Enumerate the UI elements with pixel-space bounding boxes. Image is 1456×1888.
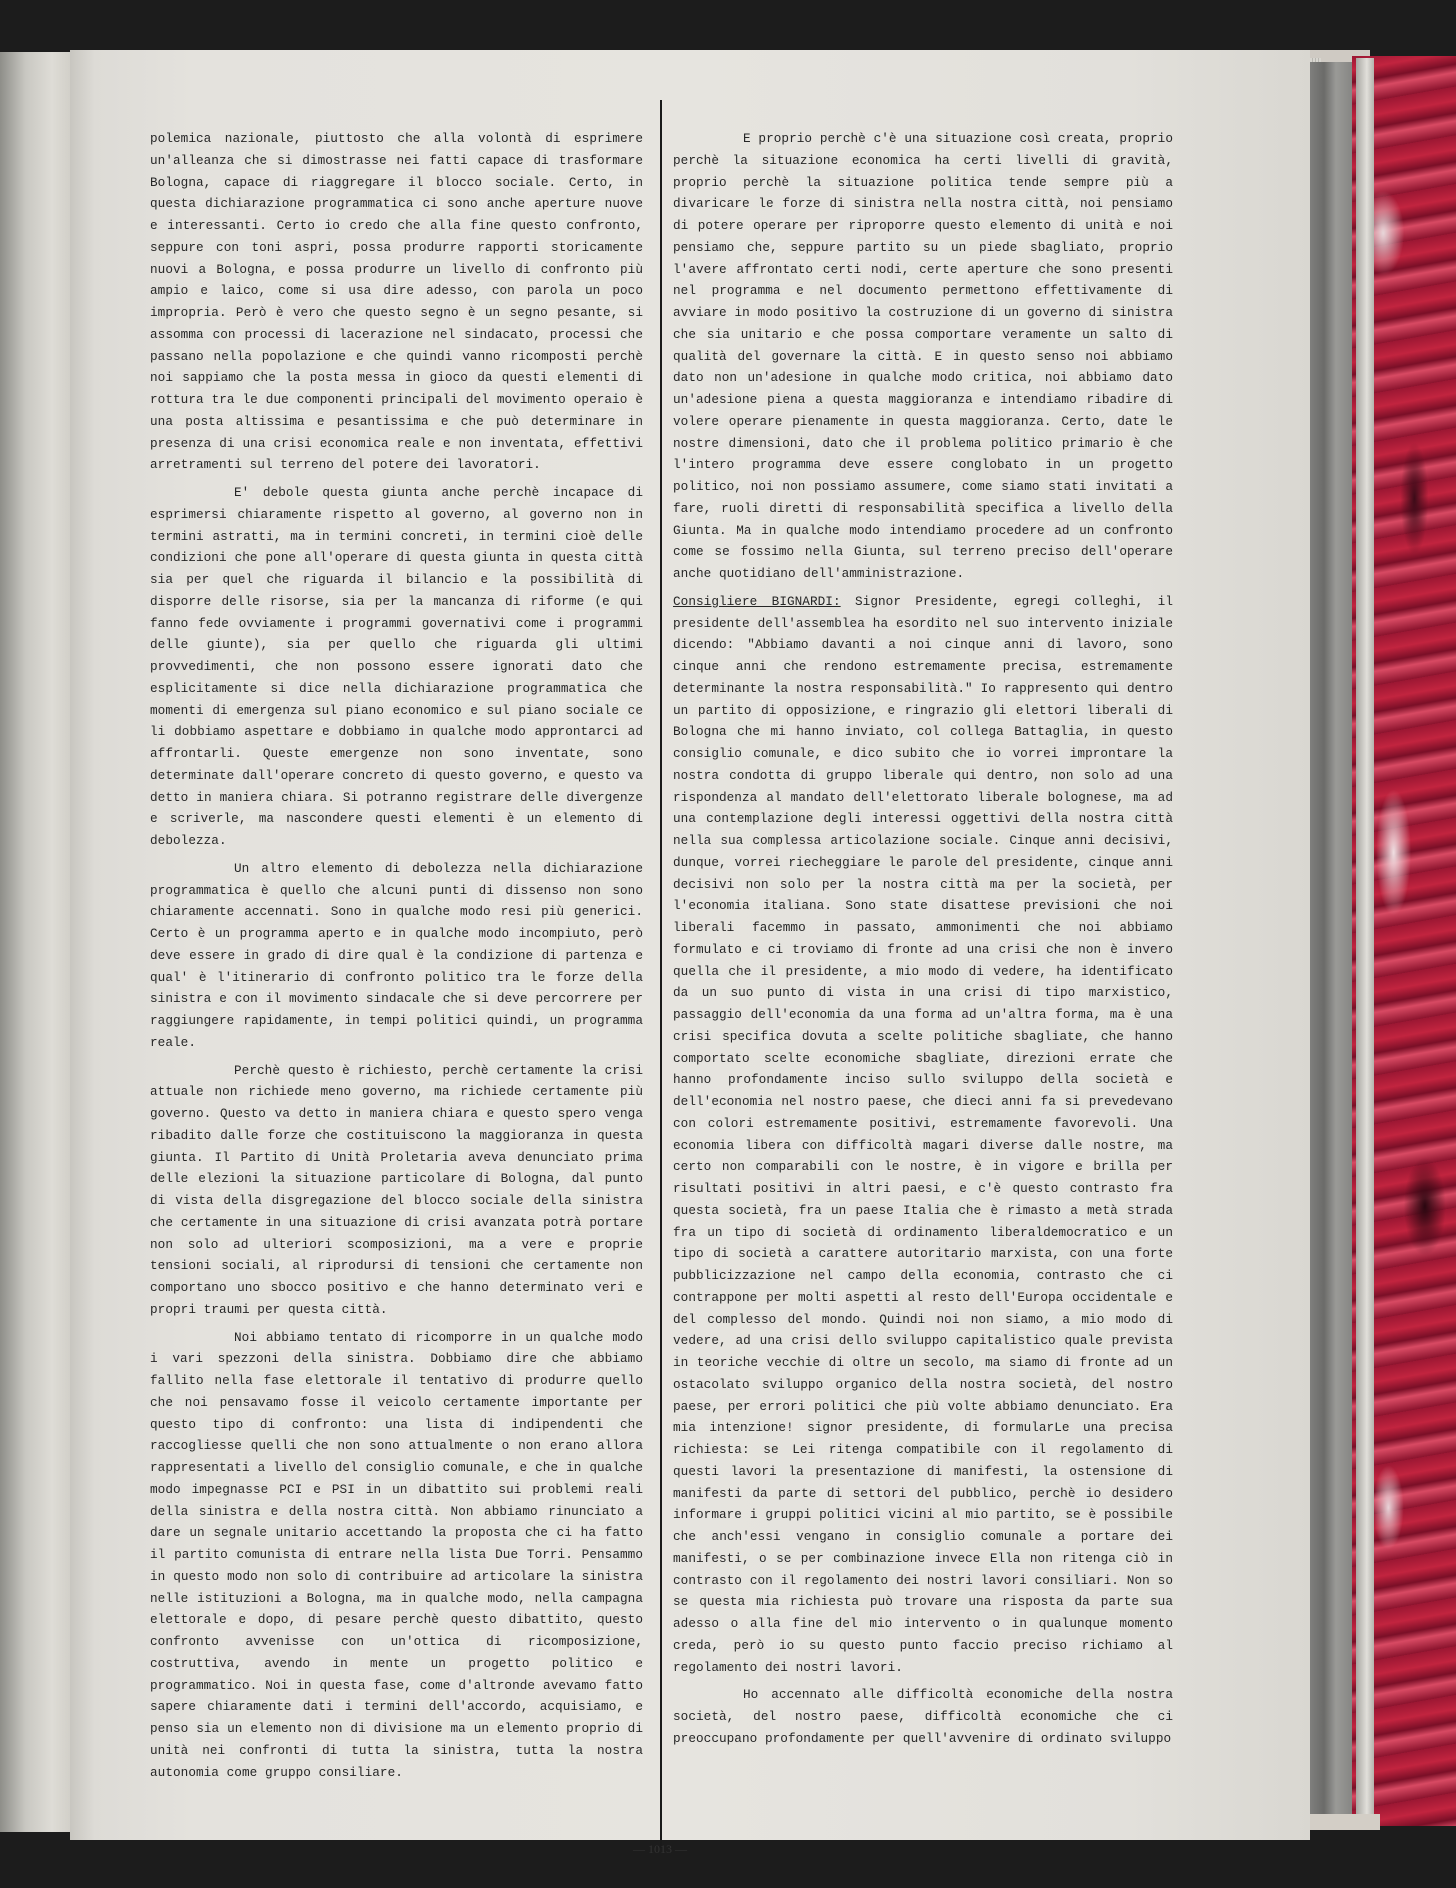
paragraph: E proprio perchè c'è una situazione così creata, proprio perchè la situazione economica ha certi livelli di gravità, proprio perchè la situazione politica tende sempre più a divaricare le forze di sinistra nella nostra città, noi pensiamo di potere operare per riproporre questo elemento di unità e noi pensiamo che, seppure partito su un piede sbagliato, proprio l'avere affrontato certi nodi, certe aperture che sono presenti nel programma e nel documento permettono effettivamente di avviare in modo positivo la costruzione di un governo di sinistra che sia unitario e che possa comportare veramente un salto di qualità del governare la città. E in questo senso noi abbiamo dato non un'adesione in qualche modo critica, noi abbiamo dato un'adesione piena a questa maggioranza e intendiamo ribadire di volere operare pienamente in questa maggioranza. Certo, date le nostre dimensioni, dato che il problema politico primario è che l'intero programma deve essere conglobato in un progetto politico, noi non possiamo assumere, come siamo stati invitati a fare, ruoli diretti di responsabilità specifica a livello della Giunta. Ma in qualche modo intendiamo procedere ad un confronto come se fossimo nella Giunta, sul terreno preciso dell'operare anche quotidiano dell'amministrazione.: [673, 131, 1173, 581]
cover-spine-strip: [1356, 58, 1374, 1826]
previous-page-edge: [0, 52, 74, 1832]
paragraph: Noi abbiamo tentato di ricomporre in un qualche modo i vari spezzoni della sinistra. Dobbiamo dire che abbiamo fallito nella fase elettorale il tentativo di produrre quello che noi pensavamo fosse il veicolo certamente importante per questo tipo di confronto: una lista di indipendenti che raccogliesse quelli che non sono attualmente o non erano allora rappresentati a livello del consiglio comunale, e che in qualche modo impegnasse PCI e PSI in un dibattito sui problemi reali della sinistra e della nostra città. Non abbiamo rinunciato a dare un segnale unitario accettando la proposta che ci ha fatto il partito comunista di entrare nella lista Due Torri. Pensammo in questo modo non solo di contribuire ad articolare la sinistra nelle istituzioni a Bologna, ma in qualche modo, nella campagna elettorale e dopo, di pesare perchè questo dibattito, questo confronto avvenisse con un'ottica di ricomposizione, costruttiva, avendo in mente un progetto politico e programmatico. Noi in questa fase, come d'altronde avevamo fatto sapere chiaramente dati i termini dell'accordo, acquisiamo, e penso sia un elemento non di divisione ma un elemento proprio di unità nei confronti di tutta la sinistra, tutta la nostra autonomia come gruppo consiliare.: [150, 1329, 643, 1780]
left-text-column: [150, 128, 643, 1789]
speaker-paragraph: [673, 591, 1173, 1679]
speaker-label: Consigliere BIGNARDI:: [673, 593, 841, 609]
right-text-column: [673, 128, 1173, 1756]
speaker-text: Signor Presidente, egregi colleghi, il presidente dell'assemblea ha esordito nel suo intervento iniziale dicendo: "Abbiamo davanti a noi cinque anni di lavoro, sono cinque anni che rendono estremamente precisa, estremamente determinante la nostra responsabilità." Io rappresento qui dentro un partito di opposizione, e ringrazio gli elettori liberali di Bologna che mi hanno inviato, col collega Battaglia, in questo consiglio comunale, e dico subito che io vorrei improntare la nostra condotta di gruppo liberale qui dentro, non solo ad una rispondenza al mandato dell'elettorato liberale bolognese, ma ad una contemplazione degli interessi oggettivi della nostra città nella sua complessa articolazione sociale. Cinque anni decisivi, dunque, vorrei riecheggiare le parole del presidente, cinque anni decisivi non solo per la nostra città ma per la società, per l'economia italiana. Sono state disattese previsioni che noi liberali facemmo in passato, ammonimenti che noi abbiamo formulato e ci troviamo di fronte ad una crisi che non è invero quella che il presidente, a mio modo di vedere, ha identificato da un suo punto di vista in una crisi di tipo marxistico, passaggio dell'economia da una forma ad un'altra forma, ma è una crisi specifica dovuta a scelte politiche sbagliate, che hanno comportato scelte economiche sbagliate, direzioni errate che hanno profondamente inciso sullo sviluppo della società e dell'economia nel nostro paese, che dieci anni fa si prevedevano con colori estremamente positivi, estremamente favorevoli. Una economia libera con difficoltà magari diverse dalle nostre, ma certo non comparabili con le nostre, è in vigore e brilla per risultati positivi in altri paesi, e c'è questo contrasto fra questa società, fra un paese Italia che è rimasto a metà strada fra un tipo di società di ordinamento liberaldemocratico e un tipo di società a carattere autoritario marxista, con una forte pubblicizzazione nel campo della economia, contrasto che ci contrappone per molti aspetti al resto dell'Europa occidentale e del complesso del mondo. Quindi noi non siamo, a mio modo di vedere, ad una crisi dello sviluppo capitalistico quale prevista in teoriche vecchie di oltre un secolo, ma siamo di fronte ad un ostacolato sviluppo organico della nostra società, del nostro paese, per errori politici che più volte abbiamo denunciato. Era mia intenzione! signor presidente, di formularLe una precisa richiesta: se Lei ritenga compatibile con il regolamento di questi lavori la presentazione di manifesti, la ostensione di manifesti da parte di settori del pubblico, perchè io desidero informare i gruppi politici vicini al mio partito, se è possibile che anch'essi vengano in consiglio comunale a portare dei manifesti, o se per combinazione invece Ella non ritenga ciò in contrasto con il regolamento dei nostri lavori consiliari. Non so se questa mia richiesta può trovare una risposta da parte sua adesso o alla fine del mio intervento o in qualunque momento creda, però io su questo punto faccio preciso richiamo al regolamento dei nostri lavori.: [673, 593, 1173, 1675]
paragraph: E' debole questa giunta anche perchè incapace di esprimersi chiaramente rispetto al governo, al governo non in termini astratti, ma in termini concreti, in termini cioè delle condizioni che pone all'operare di questa giunta in questa città sia per quel che riguarda il bilancio e la possibilità di disporre delle risorse, sia per la mancanza di riforme (e qui fanno fede ovviamente i programmi governativi come i programmi delle giunte), sia per quello che riguarda gli ultimi provvedimenti, che non possono essere ignorati dato che esplicitamente si dice nella dichiarazione programmatica che momenti di emergenza sul piano economico e sul piano sociale ce li dobbiamo aspettare e dobbiamo in qualche modo approntarci ad affrontarli. Queste emergenze non sono inventate, sono determinate dall'operare concreto di questo governo, e questo va detto in maniera chiara. Si potranno registrare delle divergenze e scriverle, ma nascondere questi elementi è un elemento di debolezza.: [150, 485, 643, 848]
paragraph: Un altro elemento di debolezza nella dichiarazione programmatica è quello che alcuni punti di dissenso non sono chiaramente accennati. Sono in qualche modo resi più generici. Certo è un programma aperto e in qualche modo incompiuto, però deve essere in grado di dire qual è la condizione di partenza e qual' è l'itinerario di confronto politico tra le forze della sinistra e con il movimento sindacale che si deve percorrere per raggiungere rapidamente, in tempi politici quindi, un programma reale.: [150, 860, 643, 1050]
paragraph: polemica nazionale, piuttosto che alla volontà di esprimere un'alleanza che si dimostrasse nei fatti capace di trasformare Bologna, capace di riaggregare il blocco sociale. Certo, in questa dichiarazione programmatica ci sono anche aperture nuove e interessanti. Certo io credo che alla fine questo confronto, seppure con toni aspri, possa produrre rapporti storicamente nuovi a Bologna, e possa produrre un livello di confronto più ampio e laico, come si usa dire adesso, con parola un poco impropria. Però è vero che questo segno è un segno pesante, si assomma con processi di lacerazione nel sindacato, processi che passano nella popolazione e che quindi vanno ricomposti perchè noi sappiamo che la posta messa in gioco da questi elementi di rottura tra le due componenti principali del movimento operaio è una posta altissima e pesantissima e che può determinare in presenza di una crisi economica reale e non inventata, effettivi arretramenti sul terreno del potere dei lavoratori.: [150, 131, 643, 473]
paragraph: Perchè questo è richiesto, perchè certamente la crisi attuale non richiede meno governo, ma richiede certamente più governo. Questo va detto in maniera chiara e questo spero venga ribadito dalle forze che costituiscono la maggioranza in questa giunta. Il Partito di Unità Proletaria aveva denunciato prima delle elezioni la situazione particolare di Bologna, dal punto di vista della disgregazione del blocco sociale della sinistra che certamente in una situazione di crisi avanzata potrà portare non solo ad ulteriori scomposizioni, ma a vere e proprie tensioni sociali, al riprodursi di tensioni che certamente non comportano uno sbocco positivo e che hanno determinato veri e propri traumi per questa città.: [150, 1062, 643, 1317]
paragraph: Ho accennato alle difficoltà economiche della nostra società, del nostro paese, difficoltà economiche che ci preoccupano profondamente per quell'avvenire di ordinato sviluppo: [673, 1687, 1173, 1746]
page-number: — 1013 —: [633, 1842, 687, 1856]
column-divider: [660, 100, 662, 1848]
cover-corner-bottom: [1300, 1814, 1380, 1830]
